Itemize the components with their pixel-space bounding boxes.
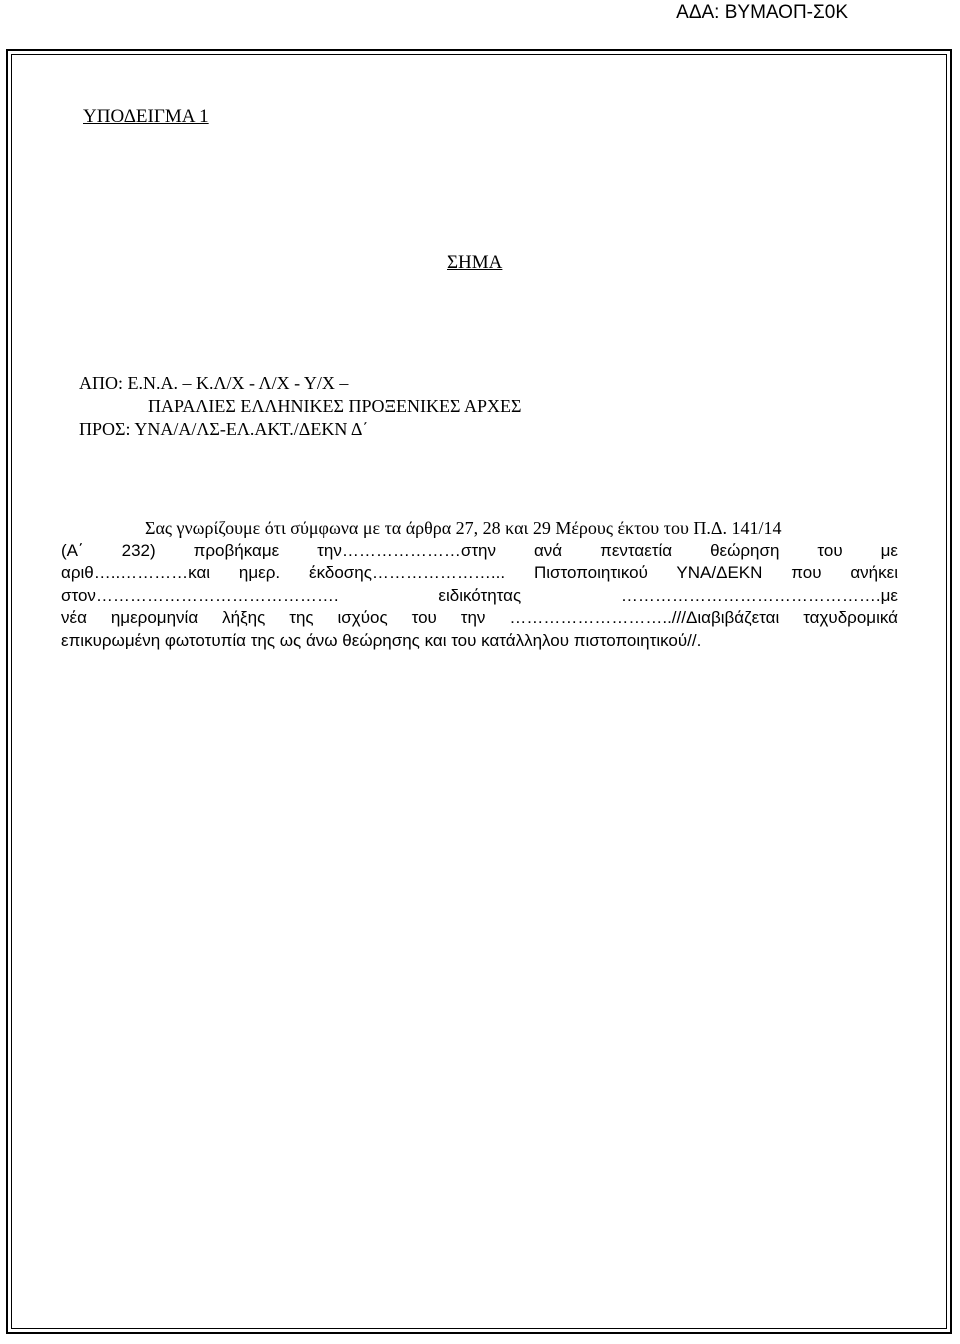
body-line: Σας γνωρίζουμε ότι σύμφωνα με τα άρθρα 27, 28 και 29 Μέρους έκτου του Π.Δ. 141/14 xyxy=(145,518,782,538)
document-title: ΥΠΟΔΕΙΓΜΑ 1 xyxy=(83,106,209,127)
ada-code: ΑΔΑ: ΒΥΜΑΟΠ-Σ0Κ xyxy=(676,2,848,23)
body-paragraph xyxy=(61,517,898,652)
from-line-1: ΑΠΟ: Ε.Ν.Α. – Κ.Λ/Χ - Λ/Χ - Υ/Χ – xyxy=(79,373,349,393)
body-line: επικυρωμένη φωτοτυπία της ως άνω θεώρησης και του κατάλληλου πιστοποιητικού//. xyxy=(61,630,702,650)
document-frame-inner-border xyxy=(11,54,947,1329)
body-line: αριθ…..…………και ημερ. έκδοσης…………………... Πιστοποιητικού ΥΝΑ/ΔΕΚΝ που ανήκει xyxy=(61,563,898,582)
document-type-heading: ΣΗΜΑ xyxy=(447,252,503,273)
to-line: ΠΡΟΣ: ΥΝΑ/Α/ΛΣ-ΕΛ.ΑΚΤ./ΔΕΚΝ Δ΄ xyxy=(79,419,369,439)
body-line: νέα ημερομηνία λήξης της ισχύος του την ………………………..///Διαβιβάζεται ταχυδρομικά xyxy=(61,608,898,627)
body-line: στον……………………………………. ειδικότητας ……………………………………….με xyxy=(61,585,898,605)
body-line: (Α΄ 232) προβήκαμε την…………………στην ανά πενταετία θεώρηση του με xyxy=(61,540,898,560)
from-line-2: ΠΑΡΑΛΙΕΣ ΕΛΛΗΝΙΚΕΣ ΠΡΟΞΕΝΙΚΕΣ ΑΡΧΕΣ xyxy=(148,396,522,416)
document-frame xyxy=(6,49,952,1334)
